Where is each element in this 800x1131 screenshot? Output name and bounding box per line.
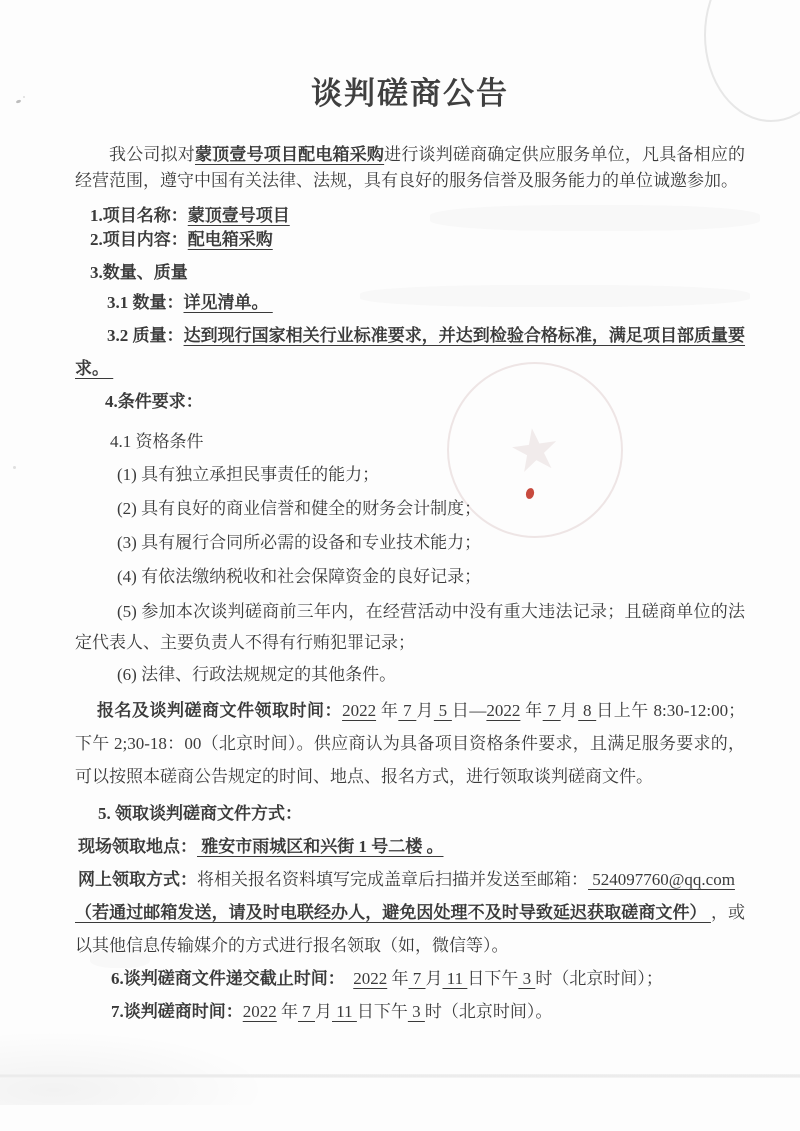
text-run: 3 <box>518 969 536 988</box>
text-run: 时（北京时间）。 <box>424 1002 553 1021</box>
condition-4 <box>75 560 745 594</box>
signup-time-paragraph <box>75 694 745 793</box>
email-notice-paragraph <box>75 896 745 962</box>
condition-1 <box>75 458 745 492</box>
text-run: (3) 具有履行合同所必需的设备和专业技术能力； <box>117 533 482 552</box>
item-4-requirements-heading <box>75 385 745 418</box>
scan-speck <box>23 96 25 98</box>
scan-corner-smudge <box>0 1030 270 1105</box>
text-run: 7 <box>398 701 417 720</box>
text-run: ，或以其他信息传输媒介的方式进行报名领取（如，微信等）。 <box>75 903 746 955</box>
text-run: 日下午 <box>356 1002 408 1021</box>
text-run: (2) 具有良好的商业信誉和健全的财务会计制度； <box>117 499 482 518</box>
text-run: 年 <box>387 969 409 988</box>
text-run: (6) 法律、行政法规规定的其他条件。 <box>117 665 397 684</box>
item-4-1-qualification-heading <box>75 425 745 458</box>
text-run: （若通过邮箱发送，请及时电联经办人，避免因处理不及时导致延迟获取磋商文件） <box>75 903 711 922</box>
condition-2 <box>75 492 745 526</box>
text-run: 配电箱采购 <box>187 230 273 249</box>
intro-paragraph <box>75 142 745 194</box>
item-5-document-pickup-heading <box>75 797 745 830</box>
text-run: 7 <box>408 969 426 988</box>
text-run: 5. 领取谈判磋商文件方式： <box>98 804 302 823</box>
text-run: 4.条件要求： <box>105 392 203 411</box>
text-run: 日— <box>451 701 487 720</box>
text-run: 现场领取地点： <box>78 837 197 856</box>
text-run: 2022 <box>486 701 521 720</box>
text-run: 2022 <box>242 1002 277 1021</box>
text-run: 7 <box>542 701 561 720</box>
text-run: 年 <box>376 701 399 720</box>
scan-speck <box>13 466 16 469</box>
text-run: 5 <box>433 701 452 720</box>
text-run: 时（北京时间）； <box>535 969 663 988</box>
text-run: 7.谈判磋商时间： <box>111 1002 243 1021</box>
text-run: 报名及谈判磋商文件领取时间： <box>97 701 343 720</box>
item-3-2-quality <box>75 319 745 385</box>
text-run: 11 <box>332 1002 357 1021</box>
text-run: 3.1 数量： <box>107 293 184 312</box>
text-run: 详见清单。 <box>183 293 273 312</box>
text-run: 蒙顶壹号项目 <box>187 206 290 225</box>
text-run: 年 <box>276 1002 298 1021</box>
text-run: 蒙顶壹号项目配电箱采购 <box>194 145 385 164</box>
text-run: 网上领取方式： <box>78 870 197 889</box>
stamp-star-icon: ★ <box>504 412 566 488</box>
item-2-project-content <box>90 228 745 252</box>
item-7-negotiation-time <box>75 995 745 1028</box>
text-run: 2.项目内容： <box>90 230 188 249</box>
text-run: 3 <box>407 1002 425 1021</box>
page-title: 谈判磋商公告 <box>311 76 509 111</box>
scan-shadow-line <box>0 1074 800 1078</box>
text-run: 日下午 <box>467 969 519 988</box>
text-run: 我公司拟对 <box>109 145 195 164</box>
condition-3 <box>75 526 745 560</box>
text-run: 2022 <box>353 969 388 988</box>
text-run: 月 <box>560 701 579 720</box>
item-1-project-name <box>90 204 745 228</box>
text-run: 年 <box>520 701 543 720</box>
online-pickup-method <box>75 863 745 896</box>
text-run: 2022 <box>342 701 377 720</box>
document-body <box>75 0 745 1028</box>
scan-speck <box>16 99 22 104</box>
text-run: 进行谈判磋商确定供应服务单位，凡具备相应的经营范围，遵守中国有关法律、法规，具有良好的服务信誉及服务能力的单位诚邀参加。 <box>75 145 746 190</box>
text-run: 524097760@qq.com <box>588 870 735 889</box>
text-run: 4.1 资格条件 <box>110 432 204 451</box>
onsite-pickup-address <box>75 830 745 863</box>
text-run: 6.谈判磋商文件递交截止时间： <box>111 969 345 988</box>
text-run: 月 <box>425 969 443 988</box>
text-run: 达到现行国家相关行业标准要求，并达到检验合格标准，满足项目部质量要求。 <box>75 326 746 378</box>
condition-5 <box>75 596 745 658</box>
text-run: (1) 具有独立承担民事责任的能力； <box>117 465 380 484</box>
item-3-1-quantity <box>107 289 745 317</box>
text-run: 11 <box>442 969 468 988</box>
condition-6 <box>75 658 745 692</box>
text-run <box>345 969 354 988</box>
text-run: 3.数量、质量 <box>90 263 188 282</box>
text-run: 将相关报名资料填写完成盖章后扫描并发送至邮箱： <box>197 870 588 889</box>
text-run: 3.2 质量： <box>107 326 184 345</box>
text-run: 日上午 8:30-12:00；下午 2;30-18：00（北京时间）。供应商认为具备项目资格条件要求，且满足服务要求的，可以按照本磋商公告规定的时间、地点、报名方式，进行领取谈判磋商文件。 <box>75 701 746 786</box>
item-6-submission-deadline <box>75 962 745 995</box>
item-3-quantity-quality-heading <box>90 259 745 287</box>
text-run: (5) 参加本次谈判磋商前三年内，在经营活动中没有重大违法记录；且磋商单位的法定代表人、主要负责人不得有行贿犯罪记录； <box>75 602 745 652</box>
text-run: 7 <box>298 1002 315 1021</box>
text-run: (4) 有依法缴纳税收和社会保障资金的良好记录； <box>117 567 482 586</box>
text-run: 8 <box>578 701 597 720</box>
text-run: 雅安市雨城区和兴街 1 号二楼 。 <box>197 837 444 856</box>
text-run: 月 <box>416 701 434 720</box>
text-run: 1.项目名称： <box>90 206 188 225</box>
text-run: 月 <box>315 1002 332 1021</box>
